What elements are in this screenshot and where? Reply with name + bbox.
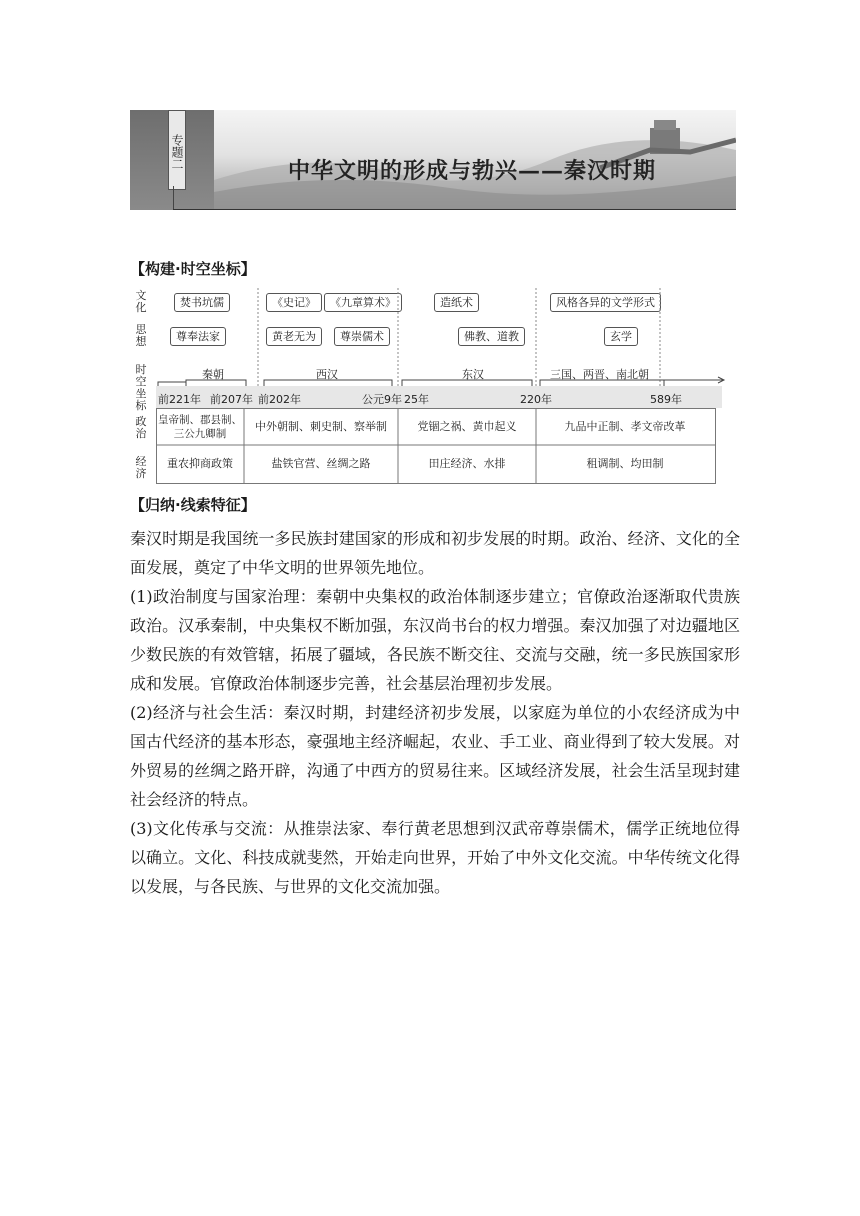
date-label: 前207年 (210, 393, 253, 406)
economy-cell: 盐铁官营、丝绸之路 (271, 457, 371, 470)
date-label: 前202年 (258, 393, 301, 406)
banner-underline (173, 209, 736, 210)
section-heading-timeline: 【构建·时空坐标】 (130, 260, 256, 278)
date-label: 25年 (404, 393, 429, 406)
date-label: 前221年 (158, 393, 201, 406)
culture-box: 造纸术 (434, 293, 479, 312)
economy-cell: 重农抑商政策 (167, 457, 233, 470)
chapter-banner (130, 110, 736, 210)
date-label: 220年 (520, 393, 552, 406)
period-label: 三国、两晋、南北朝 (550, 368, 649, 381)
politics-cell: 九品中正制、孝文帝改革 (564, 420, 686, 433)
economy-cell: 租调制、均田制 (586, 457, 664, 470)
culture-box: 《史记》 (266, 293, 322, 312)
politics-cell: 中外朝制、刺史制、察举制 (255, 420, 387, 433)
thought-box: 佛教、道教 (458, 327, 525, 346)
row-label-thought: 思想 (135, 323, 147, 348)
summary-text (130, 524, 740, 901)
row-label-economy: 经济 (135, 455, 147, 480)
thought-box: 尊崇儒术 (334, 327, 390, 346)
banner-divider (173, 186, 174, 210)
period-label: 东汉 (462, 368, 484, 381)
row-label-time: 时空坐标 (135, 363, 147, 412)
paragraph: 秦汉时期是我国统一多民族封建国家的形成和初步发展的时期。政治、经济、文化的全面发展，奠定了中华文明的世界领先地位。 (130, 529, 740, 577)
culture-box: 风格各异的文学形式 (550, 293, 661, 312)
period-label: 西汉 (316, 368, 338, 381)
chapter-title: 中华文明的形成与勃兴——秦汉时期 (288, 158, 657, 184)
topic-tag: 专题二 (168, 110, 186, 190)
date-label: 589年 (650, 393, 682, 406)
section-heading-summary: 【归纳·线索特征】 (130, 496, 256, 514)
period-label: 秦朝 (202, 368, 224, 381)
paragraph: (3)文化传承与交流：从推崇法家、奉行黄老思想到汉武帝尊崇儒术，儒学正统地位得以确立。文化、科技成就斐然，开始走向世界，开始了中外文化交流。中华传统文化得以发展，与各民族、与世界的文化交流加强。 (130, 819, 740, 896)
thought-box: 尊奉法家 (170, 327, 226, 346)
paragraph: (1)政治制度与国家治理：秦朝中央集权的政治体制逐步建立；官僚政治逐渐取代贵族政治。汉承秦制，中央集权不断加强，东汉尚书台的权力增强。秦汉加强了对边疆地区少数民族的有效管辖，拓展了疆域，各民族不断交往、交流与交融，统一多民族国家形成和发展。官僚政治体制逐步完善，社会基层治理初步发展。 (130, 587, 740, 693)
row-label-culture: 文化 (135, 289, 147, 314)
culture-box: 焚书坑儒 (174, 293, 230, 312)
politics-cell: 党锢之祸、黄巾起义 (417, 420, 517, 433)
row-label-politics: 政治 (135, 415, 147, 440)
date-label: 公元9年 (362, 393, 402, 406)
economy-cell: 田庄经济、水排 (428, 457, 506, 470)
politics-cell: 皇帝制、郡县制、三公九卿制 (158, 414, 242, 440)
timeline-chart (130, 284, 736, 484)
paragraph: (2)经济与社会生活：秦汉时期，封建经济初步发展，以家庭为单位的小农经济成为中国古代经济的基本形态，豪强地主经济崛起，农业、手工业、商业得到了较大发展。对外贸易的丝绸之路开辟，沟通了中西方的贸易往来。区域经济发展，社会生活呈现封建社会经济的特点。 (130, 703, 740, 809)
culture-box: 《九章算术》 (324, 293, 402, 312)
thought-box: 黄老无为 (266, 327, 322, 346)
thought-box: 玄学 (604, 327, 638, 346)
